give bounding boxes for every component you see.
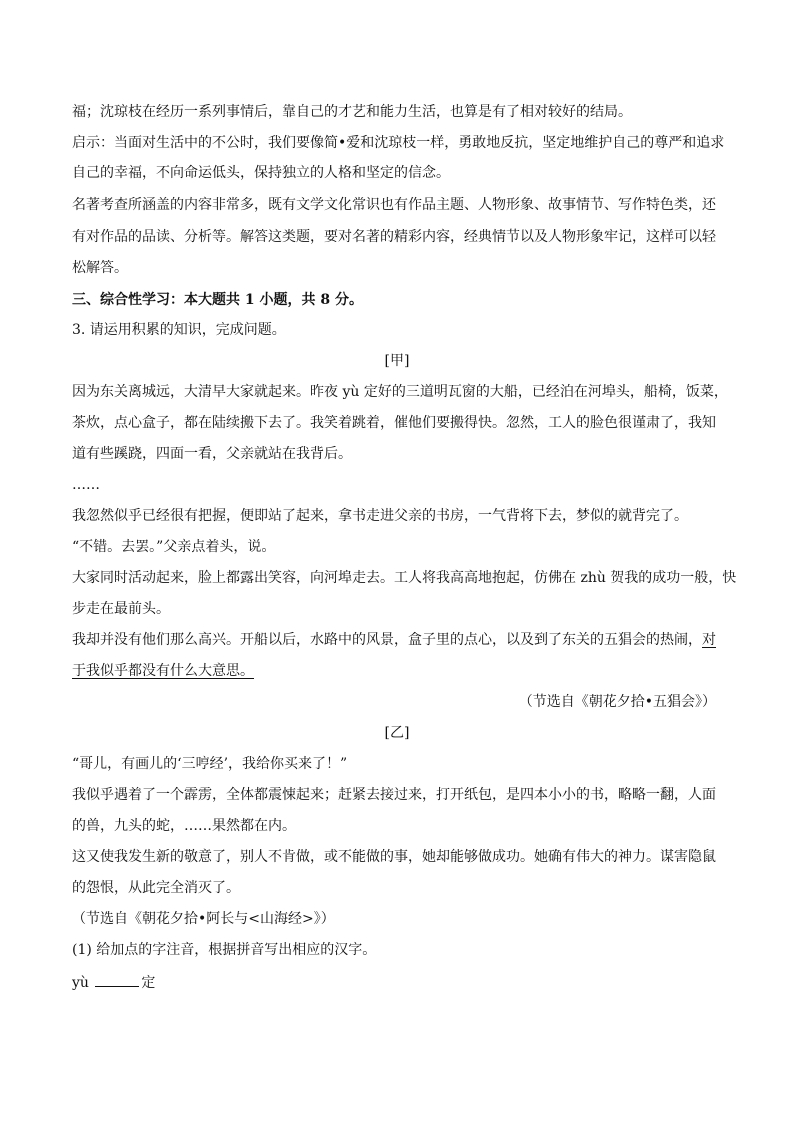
source-citation: （节选自《朝花夕拾•五猖会》） bbox=[518, 694, 716, 710]
pinyin-label: yù bbox=[72, 975, 89, 991]
question-3: 3. 请运用积累的知识，完成问题。 bbox=[72, 322, 286, 338]
answer-blank[interactable] bbox=[95, 972, 139, 987]
passage-line bbox=[72, 661, 732, 681]
paragraph-line: 福；沈琼枝在经历一系列事情后，靠自己的才艺和能力生活，也算是有了相对较好的结局。 bbox=[72, 104, 632, 120]
passage-line: “哥儿，有画儿的‘三哼经’，我给你买来了！” bbox=[72, 756, 348, 772]
paragraph-line: 自己的幸福，不向命运低头，保持独立的人格和坚定的信念。 bbox=[72, 165, 450, 181]
subquestion-1: (1) 给加点的字注音，根据拼音写出相应的汉字。 bbox=[72, 942, 377, 958]
passage-line: 大家同时活动起来，脸上都露出笑容，向河埠走去。工人将我高高地抱起，仿佛在 zhù 贺我的成功一般，快 bbox=[72, 570, 737, 586]
passage-line: “不错。去罢。”父亲点着头，说。 bbox=[72, 539, 276, 555]
passage-line: 步走在最前头。 bbox=[72, 601, 170, 617]
answer-char: 定 bbox=[141, 975, 156, 991]
passage-line: 的怨恨，从此完全消灭了。 bbox=[72, 880, 240, 896]
section-heading: 三、综合性学习：本大题共 1 小题，共 8 分。 bbox=[72, 292, 363, 308]
paragraph-line: 松解答。 bbox=[72, 260, 128, 276]
passage-text: 我却并没有他们那么高兴。开船以后，水路中的风景，盒子里的点心，以及到了东关的五猖会的热闹， bbox=[72, 632, 702, 648]
answer-line bbox=[72, 972, 732, 993]
paragraph-line: 启示：当面对生活中的不公时，我们要像简•爱和沈琼枝一样，勇敢地反抗，坚定地维护自己的尊严和追求 bbox=[72, 135, 725, 151]
passage-line: 这又使我发生新的敬意了，别人不肯做，或不能做的事，她却能够做成功。她确有伟大的神力。谋害隐鼠 bbox=[72, 849, 716, 865]
passage-line bbox=[72, 630, 732, 650]
passage-line: 道有些蹊跷，四面一看，父亲就站在我背后。 bbox=[72, 446, 352, 462]
paragraph-line: 名著考查所涵盖的内容非常多，既有文学文化常识也有作品主题、人物形象、故事情节、写作特色类，还 bbox=[72, 197, 716, 213]
underlined-text: 于我似乎都没有什么大意思。 bbox=[72, 663, 254, 679]
passage-line: 的兽，九头的蛇，……果然都在内。 bbox=[72, 818, 296, 834]
ellipsis: …… bbox=[72, 477, 100, 493]
passage-jia-label: [甲] bbox=[384, 353, 410, 369]
paragraph-line: 有对作品的品读、分析等。解答这类题，要对名著的精彩内容，经典情节以及人物形象牢记，这样可以轻 bbox=[72, 229, 716, 245]
passage-yi-label: [乙] bbox=[384, 725, 410, 741]
passage-line: 因为东关离城远，大清早大家就起来。昨夜 yù 定好的三道明瓦窗的大船，已经泊在河埠头，船椅，饭菜， bbox=[72, 384, 728, 400]
source-citation: （节选自《朝花夕拾•阿长与<山海经>》） bbox=[72, 911, 335, 927]
passage-line: 我忽然似乎已经很有把握，便即站了起来，拿书走进父亲的书房，一气背将下去，梦似的就背完了。 bbox=[72, 508, 688, 524]
underlined-text: 对 bbox=[702, 632, 716, 648]
passage-line: 茶炊，点心盒子，都在陆续搬下去了。我笑着跳着，催他们要搬得快。忽然，工人的脸色很谨肃了，我知 bbox=[72, 415, 716, 431]
passage-line: 我似乎遇着了一个霹雳，全体都震悚起来；赶紧去接过来，打开纸包，是四本小小的书，略略一翻，人面 bbox=[72, 787, 716, 803]
